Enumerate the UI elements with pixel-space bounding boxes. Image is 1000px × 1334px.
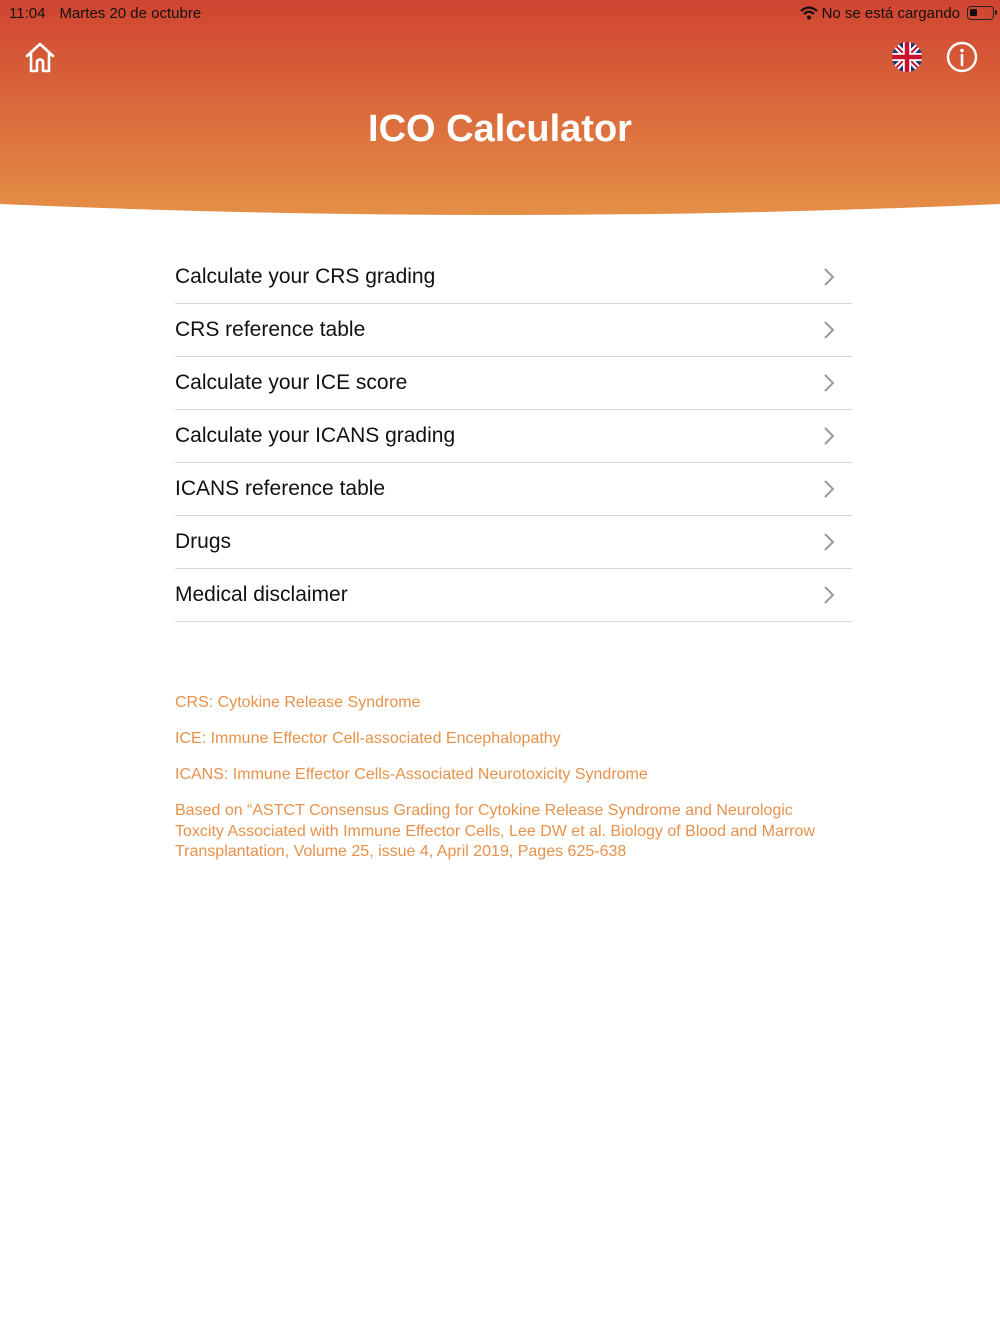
note-icans: ICANS: Immune Effector Cells-Associated Neurotoxicity Syndrome (175, 766, 648, 783)
status-time: 11:04 (9, 4, 46, 22)
menu-item-disclaimer[interactable] (175, 569, 852, 622)
status-date: Martes 20 de octubre (59, 4, 202, 22)
chevron-right-icon (822, 267, 836, 287)
note-reference: Based on “ASTCT Consensus Grading for Cytokine Release Syndrome and Neurologic Toxcity Associated with Immune Effector Cells, Lee DW et al. Biology of Blood and Marrow Transplantation, Volume 25, issue 4, April 2019, Pages 625-638 (175, 802, 815, 860)
abbreviation-notes (175, 693, 815, 878)
home-icon[interactable] (24, 41, 56, 73)
uk-flag-language-icon[interactable] (891, 41, 923, 73)
chevron-right-icon (822, 585, 836, 605)
chevron-right-icon (822, 373, 836, 393)
menu-item-label: Calculate your ICANS grading (175, 424, 456, 447)
menu-item-crs-grading[interactable] (175, 251, 852, 304)
menu-item-icans-table[interactable] (175, 463, 852, 516)
battery-icon (967, 6, 994, 20)
menu-item-label: CRS reference table (175, 318, 366, 341)
menu-item-drugs[interactable] (175, 516, 852, 569)
menu-item-ice-score[interactable] (175, 357, 852, 410)
chevron-right-icon (822, 320, 836, 340)
menu-item-label: Medical disclaimer (175, 583, 348, 606)
chevron-right-icon (822, 426, 836, 446)
page-title: ICO Calculator (368, 108, 632, 150)
status-bar (9, 3, 994, 23)
menu-item-crs-table[interactable] (175, 304, 852, 357)
charging-status: No se está cargando (821, 4, 960, 22)
wifi-icon (800, 6, 818, 20)
chevron-right-icon (822, 532, 836, 552)
info-icon[interactable] (946, 41, 978, 73)
note-crs: CRS: Cytokine Release Syndrome (175, 694, 421, 711)
main-menu (175, 251, 852, 622)
header (0, 0, 1000, 216)
menu-item-label: Drugs (175, 530, 232, 553)
menu-item-label: Calculate your ICE score (175, 371, 408, 394)
menu-item-label: ICANS reference table (175, 477, 386, 500)
menu-item-icans-grading[interactable] (175, 410, 852, 463)
chevron-right-icon (822, 479, 836, 499)
note-ice: ICE: Immune Effector Cell-associated Encephalopathy (175, 730, 561, 747)
menu-item-label: Calculate your CRS grading (175, 265, 436, 288)
